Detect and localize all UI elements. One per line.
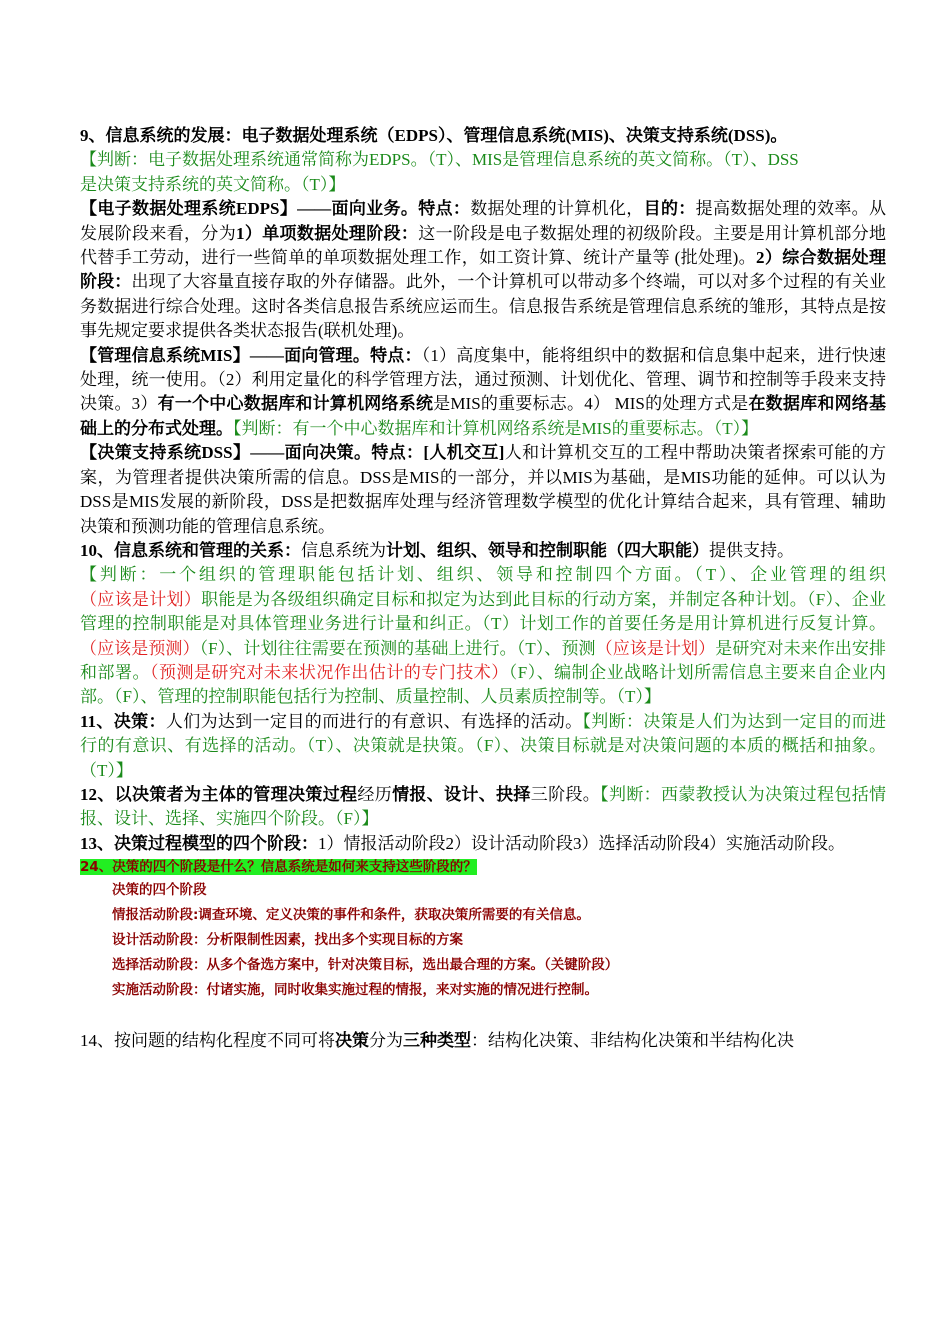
section-12-paragraph: 12、以决策者为主体的管理决策过程经历情报、设计、抉择三阶段。【判断：西蒙教授认为决策过程包括情报、设计、选择、实施四个阶段。（F）】 (80, 784, 887, 829)
section-9-judge-line1: 【判断：电子数据处理系统通常简称为EDPS。（T）、MIS是管理信息系统的英文简称。（T）、DSS (80, 150, 799, 170)
section-11-heading: 11、决策： (80, 711, 166, 731)
q24-item: 实施活动阶段：付诸实施，同时收集实施过程的情报，来对实施的情况进行控制。 (112, 982, 598, 999)
section-10-judge: 【判断：一个组织的管理职能包括计划、组织、领导和控制四个方面。（T）、企业管理的组织（应该是计划）职能是为各级组织确定目标和拟定为达到此目标的行动方案，并制定各种计划。（F）、企业管理的控制职能是对具体管理业务进行计量和纠正。（T）计划工作的首要任务是用计算机进行反复计算。（应该是预测）（F）、计划往往需要在预测的基础上进行。（T）、预测（应该是计划）是研究对未来作出安排和部署。（预测是研究对未来状况作出估计的专门技术）（F）、编制企业战略计划所需信息主要来自企业内部。（F）、管理的控制职能包括行为控制、质量控制、人员素质控制等。（T）】 (80, 565, 887, 707)
blank-line (80, 1003, 886, 1029)
section-11-paragraph: 11、决策：人们为达到一定目的而进行的有意识、有选择的活动。【判断：决策是人们为达到一定目的而进行的有意识、有选择的活动。（T）、决策就是抉策。（F）、决策目标就是对决策问题的本质的概括和抽象。（T）】 (80, 711, 887, 780)
mis-paragraph: 【管理信息系统MIS】——面向管理。特点：（1）高度集中，能将组织中的数据和信息集中起来，进行快速处理，统一使用。（2）利用定量化的科学管理方法，通过预测、计划优化、管理、调节和控制等手段来支持决策。3）有一个中心数据库和计算机网络系统是MIS的重要标志。4） MIS的处理方式是在数据库和网络基础上的分布式处理。【判断：有一个中心数据库和计算机网络系统是MIS的重要标志。（T）】 (80, 345, 887, 438)
question-24-highlight: 24、决策的四个阶段是什么？信息系统是如何来支持这些阶段的？ (80, 859, 477, 876)
mis-judge: 【判断：有一个中心数据库和计算机网络系统是MIS的重要标志。（T）】 (233, 418, 759, 438)
section-14-paragraph: 14、按问题的结构化程度不同可将决策分为三种类型：结构化决策、非结构化决策和半结构化决 (80, 1031, 794, 1051)
section-12-heading: 12、以决策者为主体的管理决策过程 (80, 784, 358, 804)
q24-item: 设计活动阶段：分析限制性因素，找出多个实现目标的方案 (112, 932, 463, 949)
section-9-title: 9、信息系统的发展：电子数据处理系统（EDPS）、管理信息系统(MIS)、决策支持系统(DSS)。 (80, 126, 788, 145)
section-13-heading: 13、决策过程模型的四个阶段： (80, 833, 318, 853)
dss-heading: 【决策支持系统DSS】——面向决策。特点：[人机交互] (80, 443, 505, 463)
dss-paragraph: 【决策支持系统DSS】——面向决策。特点：[人机交互]人和计算机交互的工程中帮助决策者探索可能的方案，为管理者提供决策所需的信息。DSS是MIS的一部分，并以MIS为基础，是MIS功能的延伸。可以认为DSS是MIS发展的新阶段，DSS是把数据库处理与经济管理数学模型的优化计算结合起来，具有管理、辅助决策和预测功能的管理信息系统。 (80, 443, 886, 536)
section-10-heading: 10、信息系统和管理的关系： (80, 540, 301, 560)
q24-item: 决策的四个阶段 (112, 882, 207, 899)
section-9-judge-line2: 是决策支持系统的英文简称。（T）】 (80, 174, 346, 194)
question-24 (80, 856, 886, 878)
section-13-paragraph: 13、决策过程模型的四个阶段：1）情报活动阶段2）设计活动阶段3）选择活动阶段4）实施活动阶段。 (80, 833, 845, 853)
edps-heading: 【电子数据处理系统EDPS】——面向业务。特点： (80, 199, 471, 219)
mis-heading: 【管理信息系统MIS】——面向管理。特点： (80, 345, 422, 365)
edps-paragraph: 【电子数据处理系统EDPS】——面向业务。特点：数据处理的计算机化，目的：提高数据处理的效率。从发展阶段来看，分为1）单项数据处理阶段：这一阶段是电子数据处理的初级阶段。主要是用计算机部分地代替手工劳动，进行一些简单的单项数据处理工作，如工资计算、统计产量等 (批处理)。2）综合数据处理阶段：出现了大容量直接存取的外存储器。此外，一个计算机可以带动多个终端，可以对多个过程的有关业务数据进行综合处理。这时各类信息报告系统应运而生。信息报告系统是管理信息系统的雏形，其特点是按事先规定要求提供各类状态报告(联机处理)。 (80, 199, 887, 341)
q24-item: 情报活动阶段:调查环境、定义决策的事件和条件，获取决策所需要的有关信息。 (112, 907, 590, 924)
q24-item: 选择活动阶段：从多个备选方案中，针对决策目标，选出最合理的方案。（关键阶段） (112, 957, 619, 974)
document-page (80, 124, 886, 1054)
section-10-paragraph: 10、信息系统和管理的关系：信息系统为计划、组织、领导和控制职能（四大职能）提供支持。 (80, 540, 794, 560)
